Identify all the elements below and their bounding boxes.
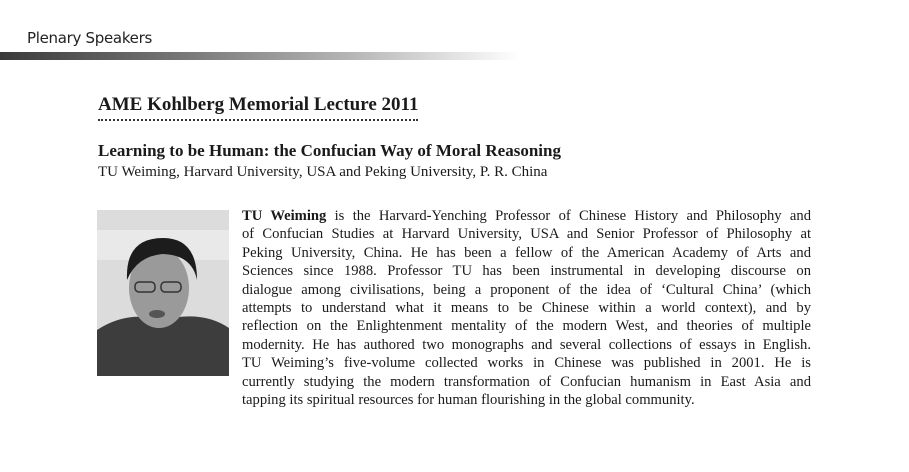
- bio-line: TU Weiming’s five-volume collected works in Chinese was published in 2001. He is: [242, 355, 811, 372]
- speaker-bio: [242, 207, 811, 409]
- speaker-affiliation: TU Weiming, Harvard University, USA and Peking University, P. R. China: [98, 164, 548, 180]
- header-gradient-bar: [0, 52, 520, 60]
- bio-line: reflection on the Enlightenment mentality of the modern West, and theories of multiple: [242, 318, 811, 335]
- bio-line: TU Weiming is the Harvard-Yenching Professor of Chinese History and Philosophy and: [242, 208, 811, 224]
- bio-line: tapping its spiritual resources for human flourishing in the global community.: [242, 392, 695, 409]
- section-header: Plenary Speakers: [27, 29, 152, 47]
- speaker-name: TU Weiming: [242, 208, 327, 224]
- bio-line: of Confucian Studies at Harvard University, USA and Senior Professor of Philosophy at: [242, 226, 811, 243]
- bio-line: modernity. He has authored two monographs and several collections of essays in English.: [242, 336, 811, 353]
- speaker-photo: [97, 210, 229, 376]
- bio-line: dialogue among civilisations, being a proponent of the idea of ‘Cultural China’ (which: [242, 281, 811, 298]
- bio-line: Sciences since 1988. Professor TU has been instrumental in developing discourse on: [242, 263, 811, 280]
- bio-line: Peking University, China. He has been a fellow of the American Academy of Arts and: [242, 244, 811, 261]
- bio-line: attempts to understand what it means to be Chinese within a world context), and by: [242, 300, 811, 317]
- lecture-title: AME Kohlberg Memorial Lecture 2011: [98, 94, 418, 121]
- talk-title: Learning to be Human: the Confucian Way of Moral Reasoning: [98, 141, 561, 160]
- bio-line: currently studying the modern transformation of Confucian humanism in East Asia and: [242, 373, 811, 390]
- portrait-image: [97, 210, 229, 376]
